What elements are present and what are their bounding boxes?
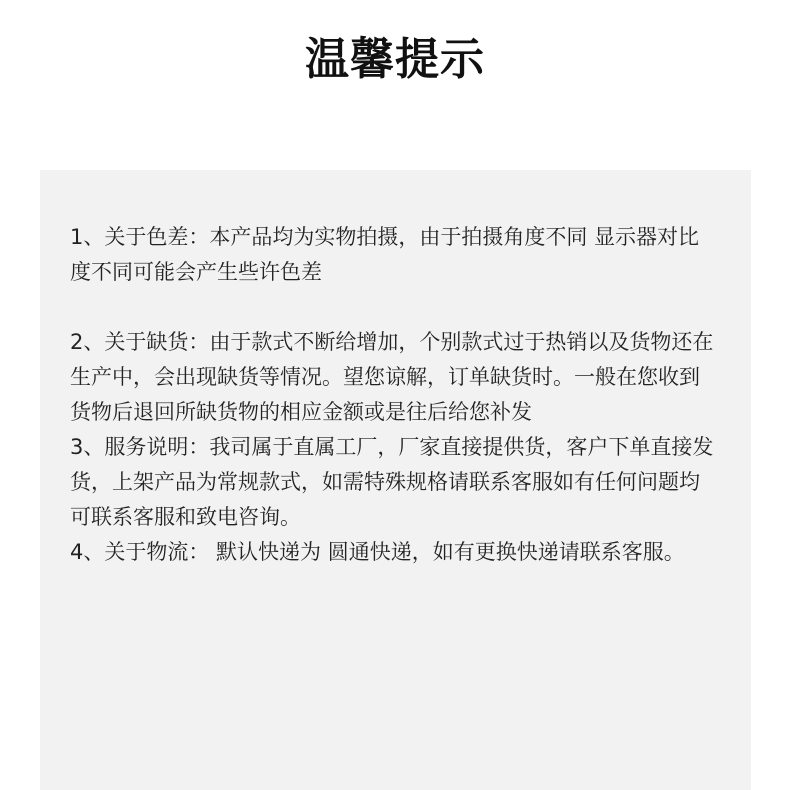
notice-service: 3、服务说明：我司属于直属工厂，厂家直接提供货，客户下单直接发货，上架产品为常规款式，如需特殊规格请联系客服如有任何问题均可联系客服和致电咨询。 <box>70 435 714 529</box>
notice-out-of-stock: 2、关于缺货：由于款式不断给增加，个别款式过于热销以及货物还在生产中，会出现缺货等情况。望您谅解，订单缺货时。一般在您收到货物后退回所缺货物的相应金额或是往后给您补发 <box>70 330 714 424</box>
notice-color-difference: 1、关于色差：本产品均为实物拍摄，由于拍摄角度不同 显示器对比度不同可能会产生些许色差 <box>70 225 700 284</box>
page-title: 温馨提示 <box>305 34 485 85</box>
notice-list <box>70 220 720 570</box>
notice-panel <box>40 170 751 790</box>
notice-logistics: 4、关于物流： 默认快递为 圆通快递，如有更换快递请联系客服。 <box>70 540 685 564</box>
